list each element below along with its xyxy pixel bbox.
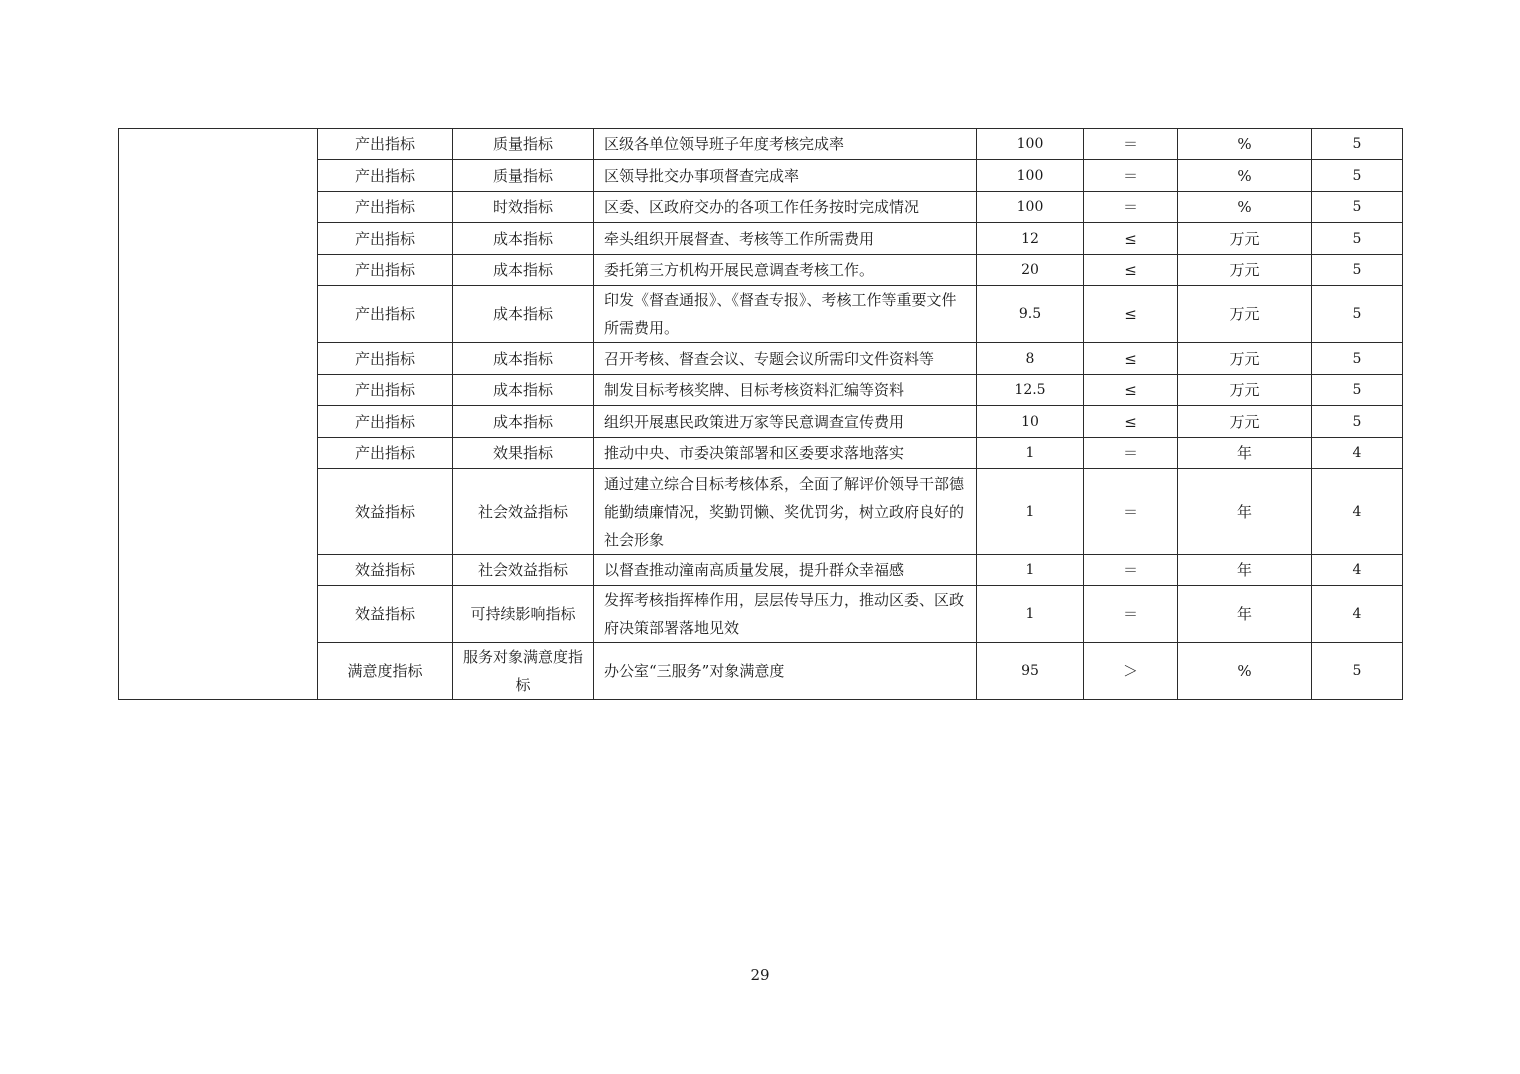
indicator-description-cell: 委托第三方机构开展民意调查考核工作。 [594, 255, 977, 286]
comparison-operator-cell: ≤ [1084, 286, 1178, 343]
comparison-operator-cell: ≤ [1084, 255, 1178, 286]
table-row [119, 129, 1403, 160]
target-value-cell: 1 [977, 469, 1084, 555]
indicator-description-cell: 推动中央、市委决策部署和区委要求落地落实 [594, 438, 977, 469]
table-body [119, 129, 1403, 700]
score-weight-cell: 4 [1312, 555, 1403, 586]
score-weight-cell: 4 [1312, 438, 1403, 469]
unit-cell: 万元 [1178, 255, 1312, 286]
comparison-operator-cell: ＝ [1084, 192, 1178, 223]
secondary-indicator-cell: 社会效益指标 [453, 469, 594, 555]
comparison-operator-cell: ＝ [1084, 438, 1178, 469]
target-value-cell: 100 [977, 160, 1084, 192]
target-value-cell: 12 [977, 223, 1084, 255]
primary-indicator-cell: 产出指标 [318, 160, 453, 192]
indicator-description-cell: 牵头组织开展督查、考核等工作所需费用 [594, 223, 977, 255]
secondary-indicator-cell: 质量指标 [453, 160, 594, 192]
unit-cell: 年 [1178, 555, 1312, 586]
comparison-operator-cell: ≤ [1084, 375, 1178, 406]
unit-cell: 万元 [1178, 375, 1312, 406]
indicator-description-cell: 区级各单位领导班子年度考核完成率 [594, 129, 977, 160]
primary-indicator-cell: 效益指标 [318, 586, 453, 643]
unit-cell: 年 [1178, 438, 1312, 469]
primary-indicator-cell: 产出指标 [318, 438, 453, 469]
secondary-indicator-cell: 成本指标 [453, 375, 594, 406]
unit-cell: % [1178, 192, 1312, 223]
target-value-cell: 8 [977, 343, 1084, 375]
target-value-cell: 1 [977, 586, 1084, 643]
primary-indicator-cell: 产出指标 [318, 343, 453, 375]
target-value-cell: 95 [977, 643, 1084, 700]
indicator-description-cell: 制发目标考核奖牌、目标考核资料汇编等资料 [594, 375, 977, 406]
comparison-operator-cell: ＝ [1084, 586, 1178, 643]
comparison-operator-cell: ＞ [1084, 643, 1178, 700]
secondary-indicator-cell: 成本指标 [453, 286, 594, 343]
comparison-operator-cell: ＝ [1084, 555, 1178, 586]
target-value-cell: 20 [977, 255, 1084, 286]
page-number: 29 [750, 966, 770, 984]
indicator-description-cell: 办公室“三服务”对象满意度 [594, 643, 977, 700]
primary-indicator-cell: 效益指标 [318, 555, 453, 586]
score-weight-cell: 5 [1312, 643, 1403, 700]
comparison-operator-cell: ≤ [1084, 223, 1178, 255]
primary-indicator-cell: 产出指标 [318, 255, 453, 286]
unit-cell: 年 [1178, 586, 1312, 643]
indicator-description-cell: 组织开展惠民政策进万家等民意调查宣传费用 [594, 406, 977, 438]
target-value-cell: 10 [977, 406, 1084, 438]
unit-cell: % [1178, 129, 1312, 160]
unit-cell: 万元 [1178, 343, 1312, 375]
score-weight-cell: 5 [1312, 160, 1403, 192]
score-weight-cell: 5 [1312, 223, 1403, 255]
comparison-operator-cell: ＝ [1084, 469, 1178, 555]
score-weight-cell: 5 [1312, 375, 1403, 406]
score-weight-cell: 5 [1312, 286, 1403, 343]
primary-indicator-cell: 产出指标 [318, 406, 453, 438]
score-weight-cell: 5 [1312, 406, 1403, 438]
unit-cell: 年 [1178, 469, 1312, 555]
merged-blank-cell [119, 129, 318, 700]
primary-indicator-cell: 产出指标 [318, 223, 453, 255]
indicator-description-cell: 印发《督查通报》、《督查专报》、考核工作等重要文件所需费用。 [594, 286, 977, 343]
secondary-indicator-cell: 成本指标 [453, 255, 594, 286]
target-value-cell: 1 [977, 438, 1084, 469]
score-weight-cell: 4 [1312, 586, 1403, 643]
comparison-operator-cell: ＝ [1084, 160, 1178, 192]
score-weight-cell: 5 [1312, 343, 1403, 375]
primary-indicator-cell: 效益指标 [318, 469, 453, 555]
secondary-indicator-cell: 成本指标 [453, 406, 594, 438]
indicator-description-cell: 召开考核、督查会议、专题会议所需印文件资料等 [594, 343, 977, 375]
performance-indicator-table [118, 128, 1403, 700]
unit-cell: % [1178, 160, 1312, 192]
unit-cell: 万元 [1178, 286, 1312, 343]
secondary-indicator-cell: 服务对象满意度指标 [453, 643, 594, 700]
unit-cell: 万元 [1178, 406, 1312, 438]
secondary-indicator-cell: 可持续影响指标 [453, 586, 594, 643]
indicator-description-cell: 区委、区政府交办的各项工作任务按时完成情况 [594, 192, 977, 223]
score-weight-cell: 5 [1312, 255, 1403, 286]
target-value-cell: 9.5 [977, 286, 1084, 343]
comparison-operator-cell: ≤ [1084, 406, 1178, 438]
target-value-cell: 100 [977, 129, 1084, 160]
primary-indicator-cell: 产出指标 [318, 192, 453, 223]
score-weight-cell: 5 [1312, 129, 1403, 160]
primary-indicator-cell: 产出指标 [318, 375, 453, 406]
primary-indicator-cell: 满意度指标 [318, 643, 453, 700]
target-value-cell: 12.5 [977, 375, 1084, 406]
secondary-indicator-cell: 社会效益指标 [453, 555, 594, 586]
indicator-description-cell: 区领导批交办事项督查完成率 [594, 160, 977, 192]
target-value-cell: 100 [977, 192, 1084, 223]
secondary-indicator-cell: 质量指标 [453, 129, 594, 160]
target-value-cell: 1 [977, 555, 1084, 586]
primary-indicator-cell: 产出指标 [318, 286, 453, 343]
indicator-description-cell: 发挥考核指挥棒作用，层层传导压力，推动区委、区政府决策部署落地见效 [594, 586, 977, 643]
unit-cell: % [1178, 643, 1312, 700]
score-weight-cell: 4 [1312, 469, 1403, 555]
secondary-indicator-cell: 成本指标 [453, 223, 594, 255]
secondary-indicator-cell: 成本指标 [453, 343, 594, 375]
primary-indicator-cell: 产出指标 [318, 129, 453, 160]
secondary-indicator-cell: 时效指标 [453, 192, 594, 223]
indicator-description-cell: 以督查推动潼南高质量发展，提升群众幸福感 [594, 555, 977, 586]
score-weight-cell: 5 [1312, 192, 1403, 223]
comparison-operator-cell: ＝ [1084, 129, 1178, 160]
comparison-operator-cell: ≤ [1084, 343, 1178, 375]
secondary-indicator-cell: 效果指标 [453, 438, 594, 469]
indicator-description-cell: 通过建立综合目标考核体系，全面了解评价领导干部德能勤绩廉情况，奖勤罚懒、奖优罚劣，树立政府良好的社会形象 [594, 469, 977, 555]
unit-cell: 万元 [1178, 223, 1312, 255]
